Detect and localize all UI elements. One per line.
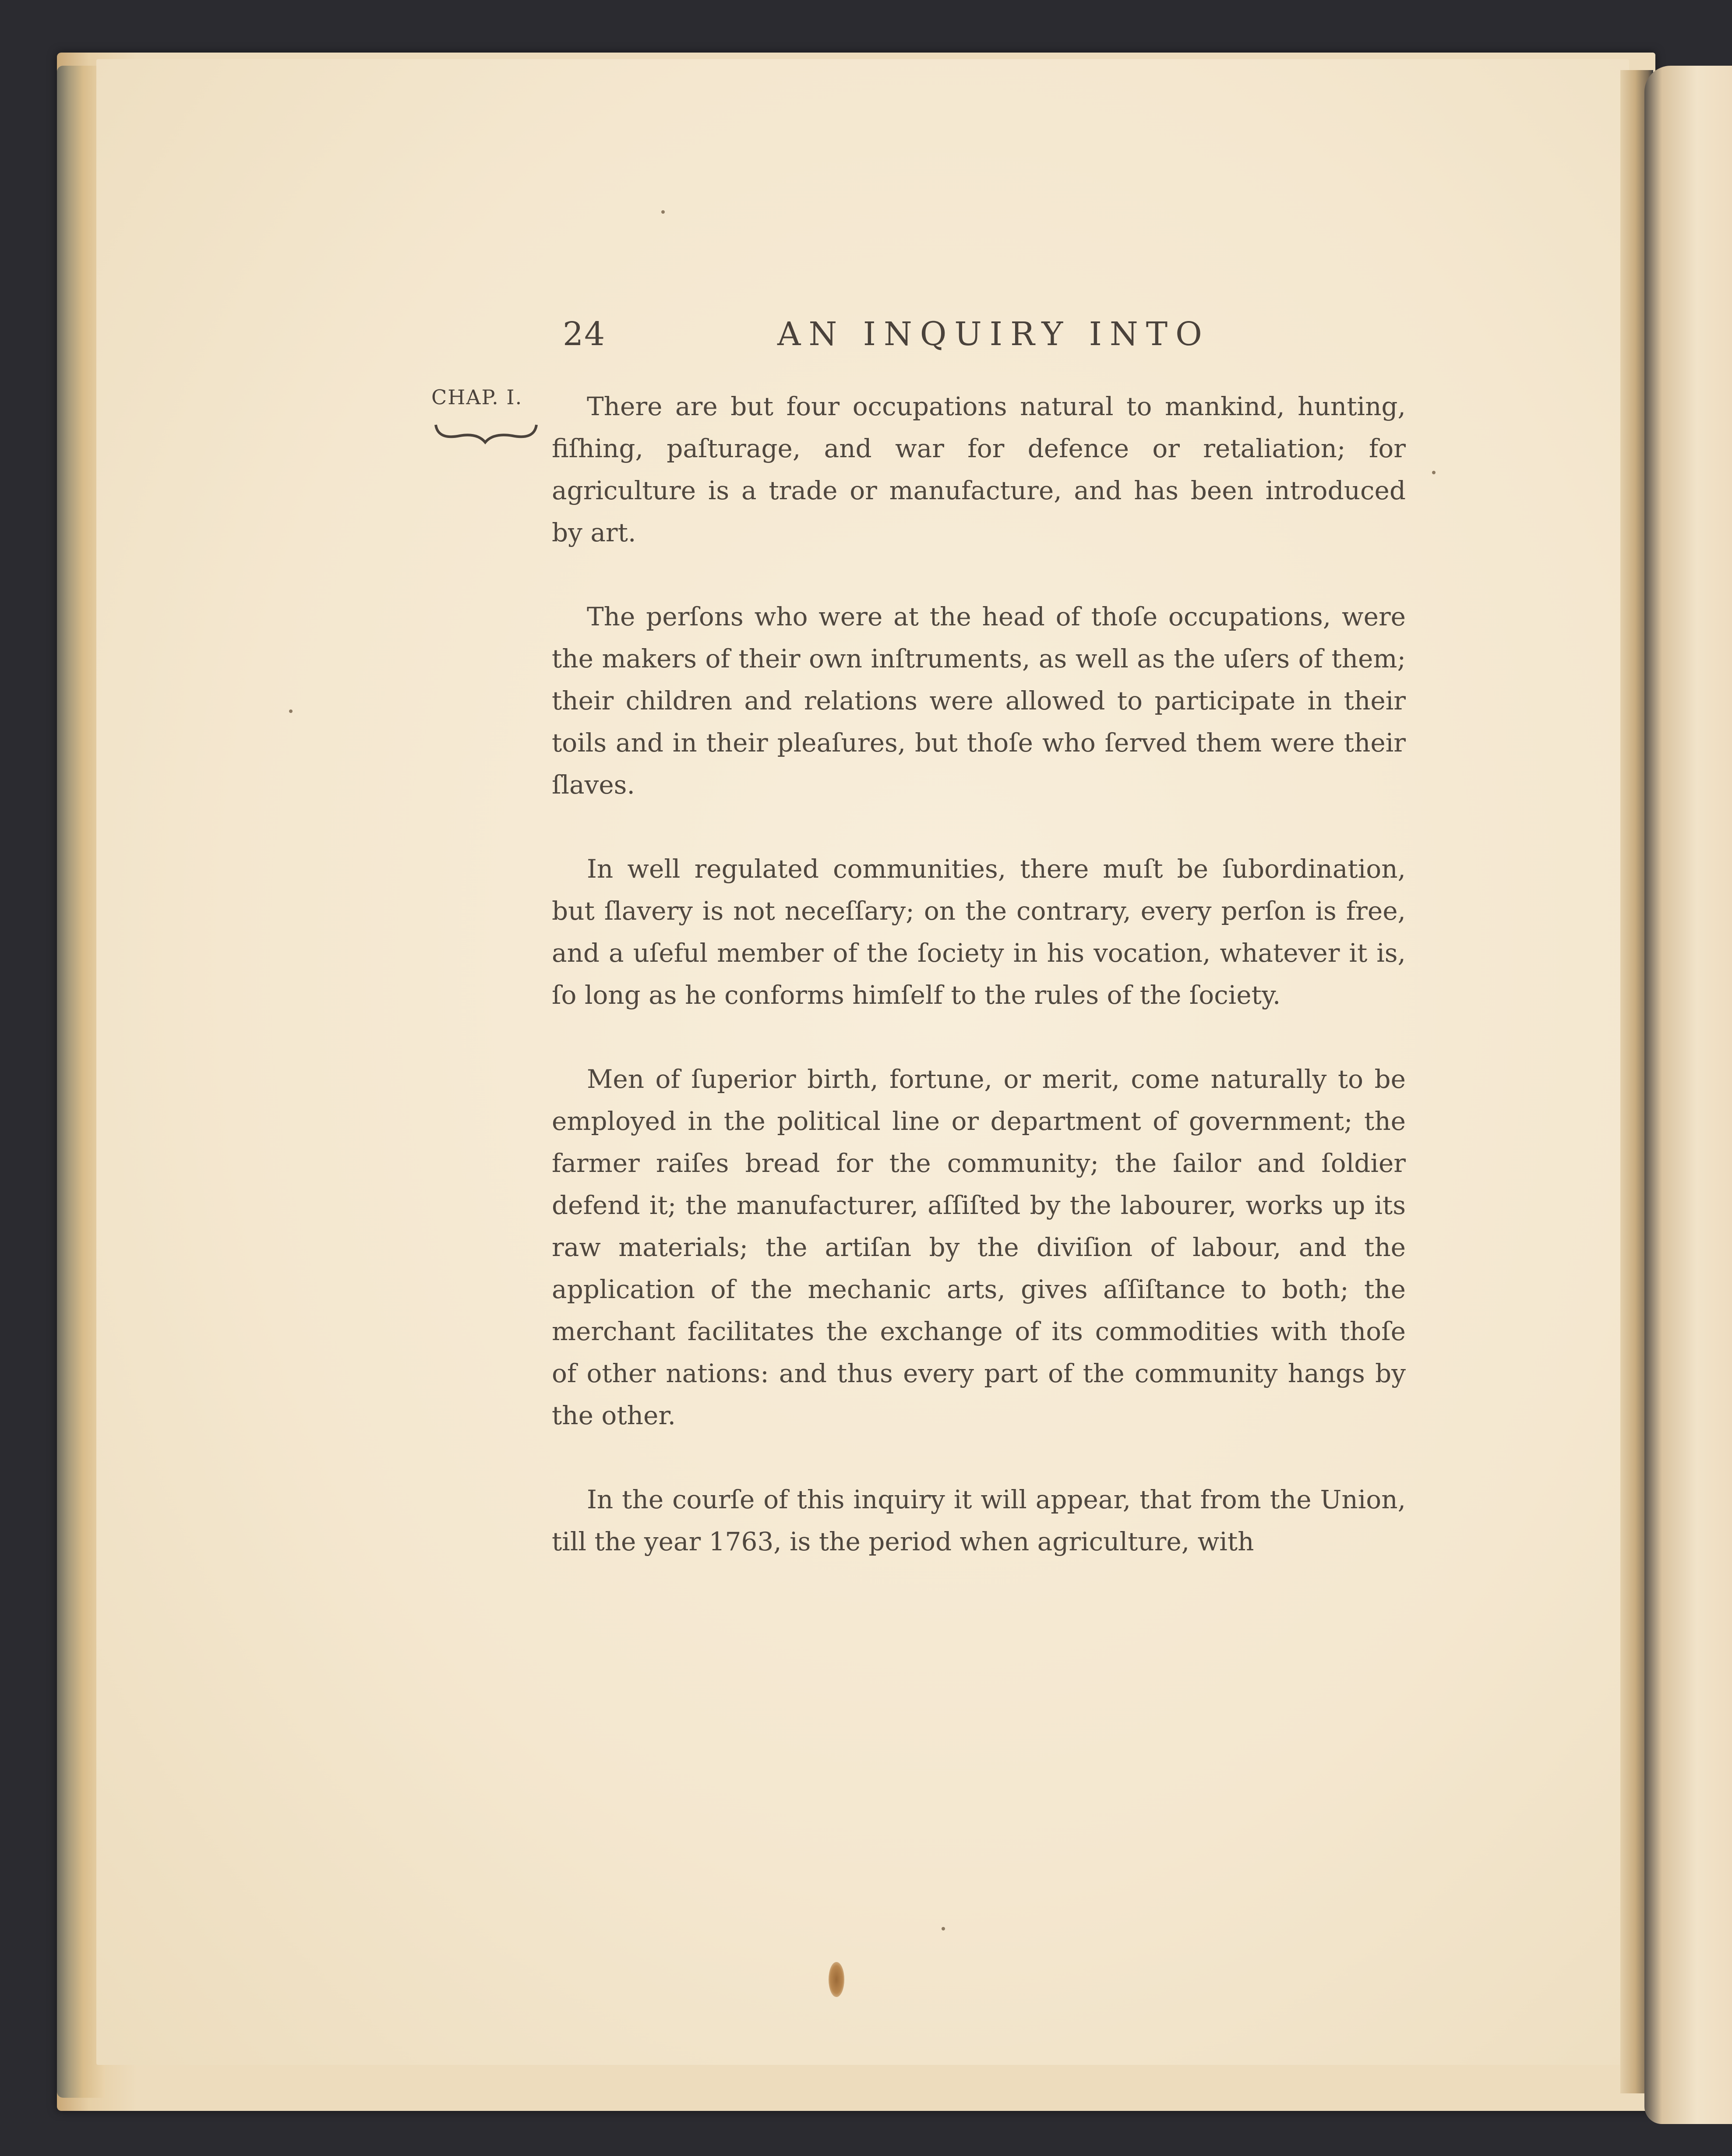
chapter-marginal-note: CHAP. I. — [431, 385, 523, 409]
paper-speck — [1432, 471, 1436, 474]
paper-speck — [289, 709, 293, 713]
curly-brace-icon — [434, 420, 539, 447]
body-text — [552, 385, 1406, 1605]
paragraph: In the courſe of this inquiry it will appear, that from the Union, till the year 1763, is the period when agriculture, with — [552, 1485, 1406, 1556]
paragraph: In well regulated communities, there muſt be ſubordination, but ſlavery is not neceſſary; on the contrary, every perſon is free, and a uſeful member of the ſociety in his vocation, whatever it is, ſo long as he conforms himſelf to the rules of the ſociety. — [552, 854, 1406, 1010]
paragraph: Men of ſuperior birth, fortune, or merit, come naturally to be employed in the political line or department of government; the farmer raiſes bread for the community; the ſailor and ſoldier defend it; the manufacturer, aſſiſted by the labourer, works up its raw materials; the artiſan by the diviſion of labour, and the application of the mechanic arts, gives aſſiſtance to both; the merchant facilitates the exchange of its commodities with thoſe of other nations: and thus every part of the community hangs by the other. — [552, 1064, 1406, 1430]
page-number: 24 — [563, 315, 606, 353]
paper-speck — [942, 1927, 945, 1930]
paper-speck — [661, 210, 665, 214]
running-title: AN INQUIRY INTO — [777, 315, 1210, 353]
paper-stain — [829, 1962, 844, 1997]
paragraph: The perſons who were at the head of thoſe occupations, were the makers of their own inſtruments, as well as the uſers of them; their children and relations were allowed to participate in their toils and in their pleaſures, but thoſe who ſerved them were their ſlaves. — [552, 602, 1406, 800]
facing-page-edge — [1644, 66, 1732, 2124]
paragraph: There are but four occupations natural to mankind, hunting, fiſhing, paſturage, and war for defence or retaliation; for agriculture is a trade or manufacture, and has been introduced by art. — [552, 392, 1406, 547]
